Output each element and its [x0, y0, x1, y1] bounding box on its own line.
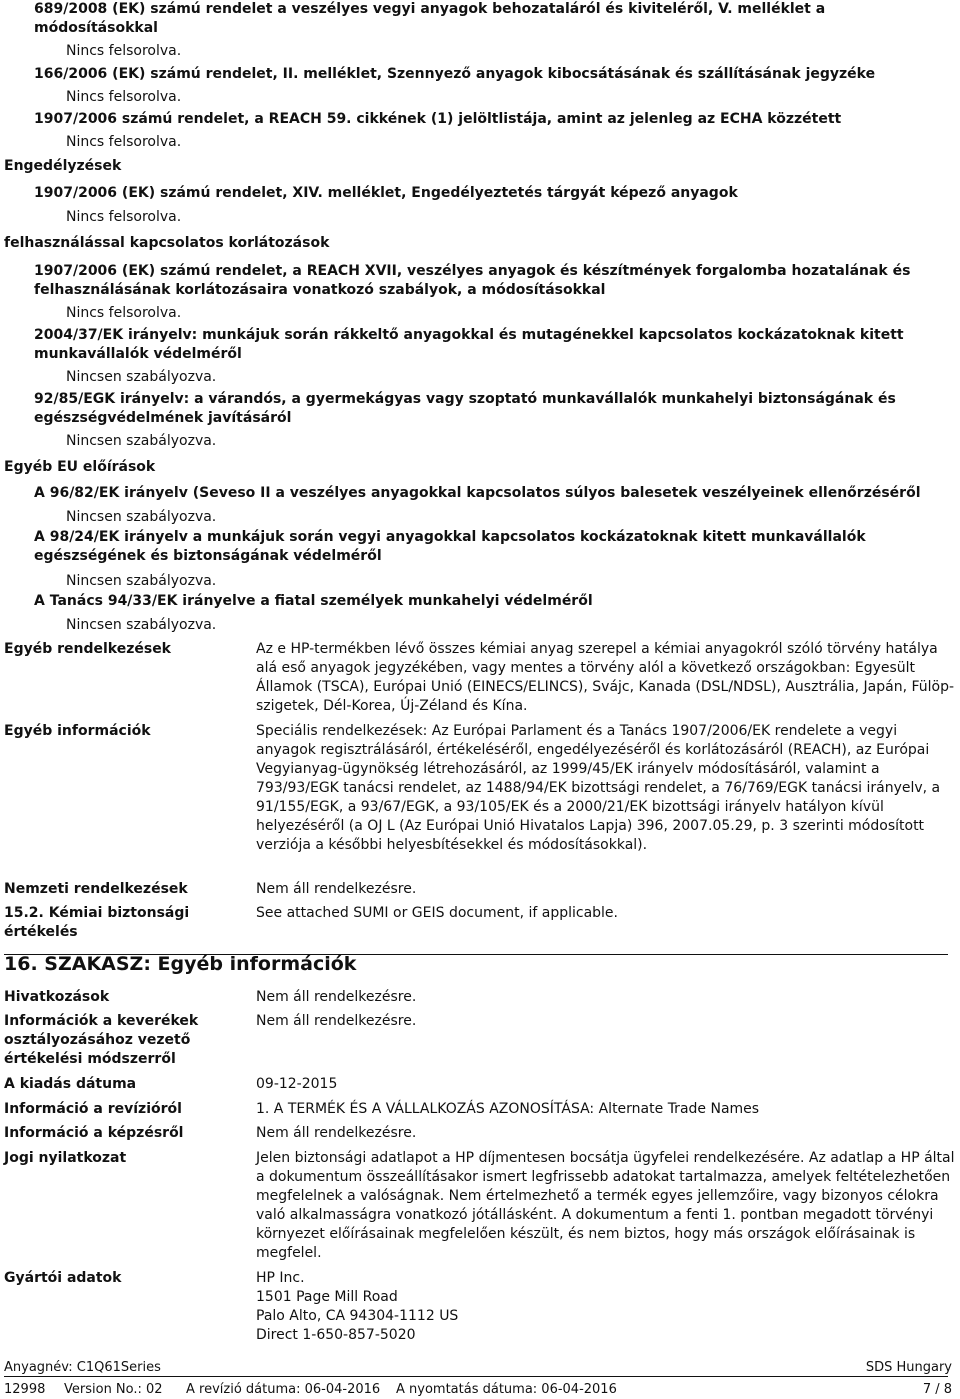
revision-info-label: Információ a revízióról [4, 1101, 182, 1117]
restrictions-heading: felhasználással kapcsolatos korlátozások [4, 235, 330, 251]
footer-divider [4, 1376, 948, 1377]
footer-version: Version No.: 02 [64, 1382, 163, 1397]
footer-sds-country: SDS Hungary [865, 1360, 952, 1375]
reg-689-2008-value: Nincs felsorolva. [66, 43, 182, 59]
other-info-label: Egyéb információk [4, 723, 151, 739]
reg-reach-xiv-value: Nincs felsorolva. [66, 209, 182, 225]
reg-92-85-value: Nincsen szabályozva. [66, 433, 217, 449]
reg-reach-59-value: Nincs felsorolva. [66, 134, 182, 150]
manufacturer-street: 1501 Page Mill Road [256, 1289, 398, 1305]
training-info-label: Információ a képzésről [4, 1125, 184, 1141]
reg-2004-37-value: Nincsen szabályozva. [66, 369, 217, 385]
footer-revision-date: A revízió dátuma: 06-04-2016 [186, 1382, 381, 1397]
section-divider [4, 954, 948, 955]
manufacturer-label: Gyártói adatok [4, 1270, 122, 1286]
manufacturer-phone: Direct 1-650-857-5020 [256, 1327, 416, 1343]
footer-page-number: 7 / 8 [922, 1382, 952, 1397]
national-provisions-text: Nem áll rendelkezésre. [256, 881, 417, 897]
classification-method-text: Nem áll rendelkezésre. [256, 1013, 417, 1029]
footer-product-name: Anyagnév: C1Q61Series [4, 1360, 161, 1375]
reg-96-82-title: A 96/82/EK irányelv (Seveso II a veszélyes anyagokkal kapcsolatos súlyos balesetek veszélyeinek ellenőrzéséről [34, 485, 921, 501]
issue-date-text: 09-12-2015 [256, 1076, 338, 1092]
other-info-text: Speciális rendelkezések: Az Európai Parlament és a Tanács 1907/2006/EK rendelete a vegyi anyagok regisztrálásáról, értékeléséről, engedélyezéséről és korlátozásáról (REACH), az Európai Vegyianyag-ügynökség létrehozásáról, az 1999/45/EK irányelv módosításáról, valamint a 793/93/EGK tanácsi rendelet, az 1488/94/EK bizottsági rendelet, a 76/769/EGK tanácsi irányelv, a 91/155/EGK, a 93/67/EGK, a 93/105/EK és a 2000/21/EK bizottsági irányelv hatályon kívül helyezéséről (a OJ L (Az Európai Unió Hivatalos Lapja) 396, 2007.05.29, p. 3 szerinti módosított verziója a későbbi helyesbítésekkel és módosításokkal). [256, 723, 941, 853]
reg-94-33-value: Nincsen szabályozva. [66, 617, 217, 633]
manufacturer-address [256, 1269, 960, 1345]
chemical-safety-assessment-label: 15.2. Kémiai biztonsági értékelés [4, 905, 190, 940]
section-16-heading: 16. SZAKASZ: Egyéb információk [4, 953, 357, 975]
reg-166-2006-value: Nincs felsorolva. [66, 89, 182, 105]
other-eu-heading: Egyéb EU előírások [4, 459, 156, 475]
authorisations-heading: Engedélyzések [4, 158, 122, 174]
reg-2004-37-title: 2004/37/EK irányelv: munkájuk során rákkeltő anyagokkal és mutagénekkel kapcsolatos kockázatoknak kitett munkavállalók védelméről [34, 327, 904, 362]
references-text: Nem áll rendelkezésre. [256, 989, 417, 1005]
revision-info-text: 1. A TERMÉK ÉS A VÁLLALKOZÁS AZONOSÍTÁSA: Alternate Trade Names [256, 1101, 760, 1117]
reg-92-85-title: 92/85/EGK irányelv: a várandós, a gyermekágyas vagy szoptató munkavállalók munkahelyi biztonságának és egészségvédelmének javításáról [34, 391, 896, 426]
chemical-safety-assessment-text: See attached SUMI or GEIS document, if applicable. [256, 905, 618, 921]
reg-98-24-value: Nincsen szabályozva. [66, 573, 217, 589]
classification-method-label: Információk a keverékek osztályozásához vezető értékelési módszerről [4, 1013, 199, 1067]
manufacturer-city: Palo Alto, CA 94304-1112 US [256, 1308, 459, 1324]
references-label: Hivatkozások [4, 989, 110, 1005]
other-provisions-text: Az e HP-termékben lévő összes kémiai anyag szerepel a kémiai anyagokról szóló törvény hatálya alá eső anyagok jegyzékében, vagy mentes a törvény alól a következő országokban: Egyesült Államok (TSCA), Európai Unió (EINECS/ELINCS), Svájc, Kanada (DSL/NDSL), Ausztrália, Japán, Fülöp-szigetek, Dél-Korea, Új-Zéland és Kína. [256, 641, 955, 714]
manufacturer-name: HP Inc. [256, 1270, 305, 1286]
reg-reach-59-title: 1907/2006 számú rendelet, a REACH 59. cikkének (1) jelöltlistája, amint az jelenleg az ECHA közzétett [34, 111, 842, 127]
reg-96-82-value: Nincsen szabályozva. [66, 509, 217, 525]
legal-disclaimer-text: Jelen biztonsági adatlapot a HP díjmentesen bocsátja ügyfelei rendelkezésére. Az adatlap a HP által a dokumentum összeállításakor ismert legfrissebb adatokat tartalmazza, amelyek feltételezhetően megfelelnek a valóságnak. Nem értelmezhető a termék egyes jellemzőire, vagy bizonyos célokra való alkalmasságra vonatkozó jótállásként. A dokumentum a fenti 1. pontban megadott törvényi környezet előírásainak megfelelően készült, és nem biztos, hogy más országok előírásainak is megfelel. [256, 1150, 955, 1261]
reg-reach-xvii-value: Nincs felsorolva. [66, 305, 182, 321]
reg-689-2008-title: 689/2008 (EK) számú rendelet a veszélyes vegyi anyagok behozataláról és kiviteléről, V. melléklet a módosításokkal [34, 1, 826, 36]
training-info-text: Nem áll rendelkezésre. [256, 1125, 417, 1141]
legal-disclaimer-label: Jogi nyilatkozat [4, 1150, 127, 1166]
issue-date-label: A kiadás dátuma [4, 1076, 137, 1092]
footer-doc-number: 12998 [4, 1382, 46, 1397]
reg-reach-xiv-title: 1907/2006 (EK) számú rendelet, XIV. melléklet, Engedélyeztetés tárgyát képező anyagok [34, 185, 738, 201]
national-provisions-label: Nemzeti rendelkezések [4, 881, 188, 897]
reg-reach-xvii-title: 1907/2006 (EK) számú rendelet, a REACH XVII, veszélyes anyagok és készítmények forgalomba hozatalának és felhasználásának korlátozásaira vonatkozó szabályok, a módosításokkal [34, 263, 911, 298]
footer-print-date: A nyomtatás dátuma: 06-04-2016 [396, 1382, 617, 1397]
other-provisions-label: Egyéb rendelkezések [4, 641, 171, 657]
reg-98-24-title: A 98/24/EK irányelv a munkájuk során vegyi anyagokkal kapcsolatos kockázatoknak kitett munkavállalók egészségének és biztonságának védelméről [34, 529, 866, 564]
reg-94-33-title: A Tanács 94/33/EK irányelve a fiatal személyek munkahelyi védelméről [34, 593, 593, 609]
reg-166-2006-title: 166/2006 (EK) számú rendelet, II. melléklet, Szennyező anyagok kibocsátásának és szállításának jegyzéke [34, 66, 876, 82]
